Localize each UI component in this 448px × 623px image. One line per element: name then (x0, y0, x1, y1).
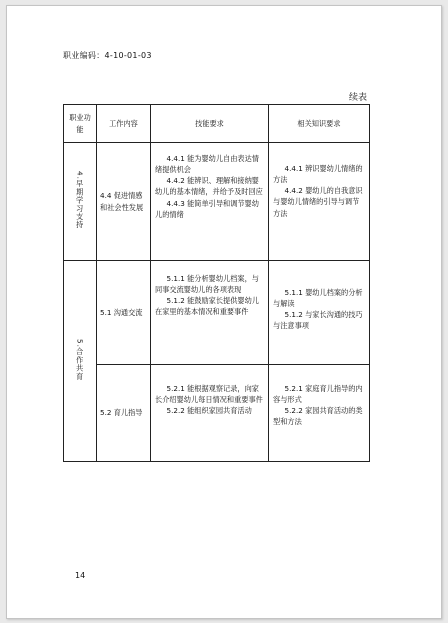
skills-cell (151, 143, 269, 261)
header-knowledge: 相关知识要求 (269, 105, 370, 143)
occupation-code: 职业编码：4-10-01-03 (63, 51, 152, 60)
knowledge-cell (269, 143, 370, 261)
header-work: 工作内容 (97, 105, 151, 143)
work-cell: 5.1 沟通交流 (97, 261, 151, 365)
function-label: 5.合作共育 (75, 338, 85, 381)
skill-item: 4.4.2 能辨识、理解和接纳婴幼儿的基本情绪，并给予及时回应 (155, 176, 263, 197)
table-header-row (64, 105, 370, 143)
function-cell (64, 261, 97, 462)
skills-cell (151, 365, 269, 462)
table-row (64, 365, 370, 462)
continuation-label: 续表 (349, 93, 368, 103)
skill-item: 5.2.1 能根据观察记录，向家长介绍婴幼儿每日情况和重要事件 (155, 384, 263, 405)
knowledge-item: 5.2.1 家庭育儿指导的内容与形式 (273, 384, 363, 405)
work-cell: 4.4 促进情感和社会性发展 (97, 143, 151, 261)
header-function: 职业功能 (64, 105, 97, 143)
knowledge-item: 5.1.1 婴幼儿档案的分析与解读 (273, 288, 363, 309)
skill-item: 5.1.1 能分析婴幼儿档案，与同事交流婴幼儿的各项表现 (155, 274, 259, 295)
page-number: 14 (75, 571, 86, 580)
knowledge-item: 4.4.1 辨识婴幼儿情绪的方法 (273, 164, 363, 185)
table-row (64, 261, 370, 365)
skill-item: 4.4.1 能为婴幼儿自由表达情绪提供机会 (155, 154, 259, 175)
knowledge-cell (269, 261, 370, 365)
skill-item: 5.2.2 能组织家园共育活动 (166, 406, 252, 416)
knowledge-cell (269, 365, 370, 462)
knowledge-item: 5.1.2 与家长沟通的技巧与注意事项 (273, 310, 363, 331)
skills-table (63, 104, 370, 462)
knowledge-item: 4.4.2 婴幼儿的自我意识与婴幼儿情绪的引导与调节方法 (273, 186, 363, 218)
skill-item: 4.4.3 能简单引导和调节婴幼儿的情绪 (155, 198, 259, 219)
header-skills: 技能要求 (151, 105, 269, 143)
table-row (64, 143, 370, 261)
work-cell: 5.2 育儿指导 (97, 365, 151, 462)
document-page (6, 5, 442, 619)
function-cell (64, 143, 97, 261)
skill-item: 5.1.2 能鼓励家长提供婴幼儿在家里的基本情况和重要事件 (155, 296, 259, 317)
knowledge-item: 5.2.2 家园共育活动的类型和方法 (273, 406, 363, 427)
skills-cell (151, 261, 269, 365)
function-label: 4.早期学习支持 (75, 170, 85, 229)
